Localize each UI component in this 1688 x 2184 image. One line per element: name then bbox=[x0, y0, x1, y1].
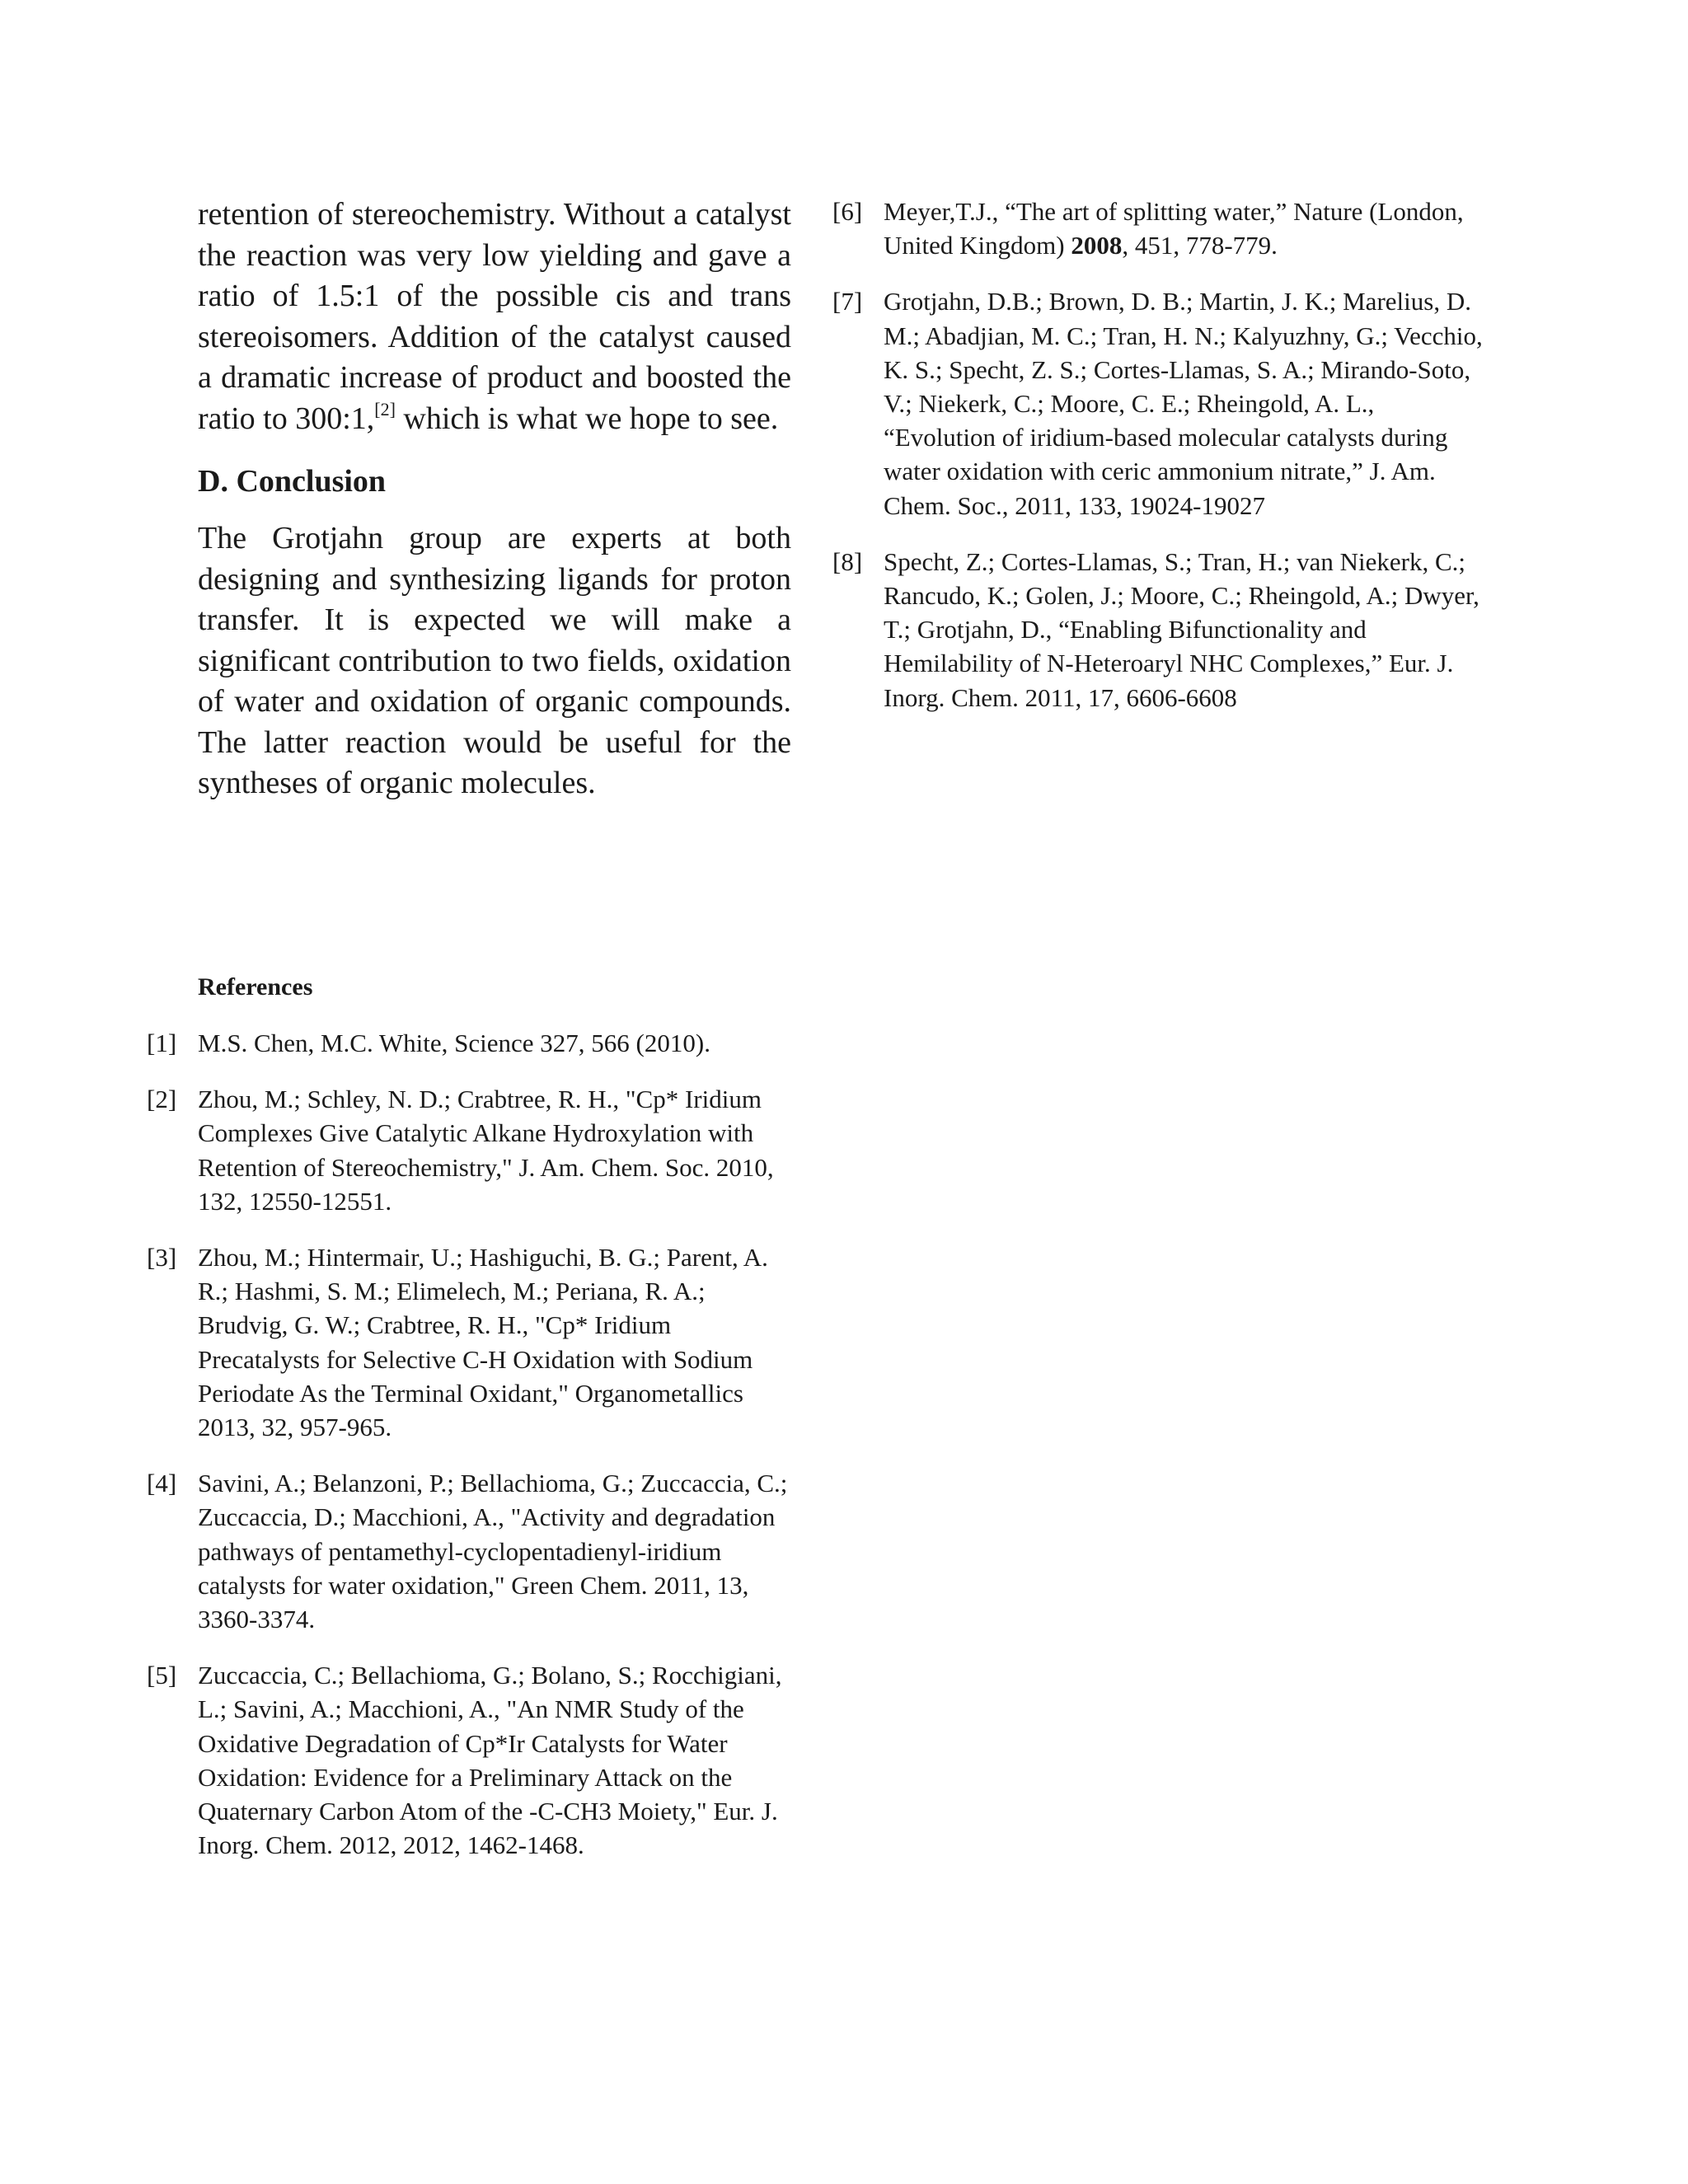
citation-superscript: [2] bbox=[374, 398, 396, 419]
reference-text: Zhou, M.; Schley, N. D.; Crabtree, R. H., "Cp* Iridium Complexes Give Catalytic Alkane Hydroxylation with Retention of Stereochemistry," J. Am. Chem. Soc. 2010, 132, 12550-12551. bbox=[198, 1085, 774, 1216]
reference-number: [1] bbox=[147, 1029, 177, 1057]
reference-number: [3] bbox=[147, 1243, 177, 1272]
left-column bbox=[198, 194, 791, 804]
reference-text bbox=[884, 194, 1484, 262]
reference-item bbox=[832, 194, 1484, 262]
reference-text: Grotjahn, D.B.; Brown, D. B.; Martin, J. K.; Marelius, D. M.; Abadjian, M. C.; Tran, H. N.; Kalyuzhny, G.; Vecchio, K. S.; Specht, Z. S.; Cortes-Llamas, S. A.; Mirando-Soto, V.; Niekerk, C.; Moore, C. E.; Rheingold, A. L., “Evolution of iridium-based molecular catalysts during water oxidation with ceric ammonium nitrate,” J. Am. Chem. Soc., 2011, 133, 19024-19027 bbox=[884, 287, 1483, 520]
reference-text-part: Meyer,T.J., “The art of splitting water,” Nature (London, United Kingdom) bbox=[884, 197, 1464, 260]
reference-number: [4] bbox=[147, 1469, 177, 1498]
reference-number: [6] bbox=[832, 197, 863, 226]
reference-list-left bbox=[147, 1026, 790, 1884]
conclusion-heading: D. Conclusion bbox=[198, 464, 387, 499]
references-title: References bbox=[198, 973, 313, 1001]
reference-number: [8] bbox=[832, 546, 863, 576]
results-paragraph bbox=[198, 194, 791, 439]
reference-item bbox=[832, 284, 1484, 522]
conclusion-paragraph: The Grotjahn group are experts at both designing and synthesizing ligands for proton transfer. It is expected we will make a significant contribution to two fields, oxidation of water and oxidation of organic compounds. The latter reaction would be useful for the syntheses of organic molecules. bbox=[198, 521, 791, 800]
reference-item bbox=[147, 1026, 790, 1060]
reference-list-right bbox=[832, 194, 1484, 737]
reference-number: [2] bbox=[147, 1085, 177, 1114]
reference-year-bold: 2008 bbox=[1071, 231, 1123, 260]
reference-item bbox=[147, 1082, 790, 1218]
reference-text: Zhou, M.; Hintermair, U.; Hashiguchi, B. G.; Parent, A. R.; Hashmi, S. M.; Elimelech, M.; Periana, R. A.; Brudvig, G. W.; Crabtree, R. H., "Cp* Iridium Precatalysts for Selective C-H Oxidation with Sodium Periodate As the Terminal Oxidant," Organometallics 2013, 32, 957-965. bbox=[198, 1243, 768, 1442]
reference-number: [7] bbox=[832, 287, 863, 316]
reference-text-part: , 451, 778-779. bbox=[1122, 231, 1278, 260]
reference-item bbox=[147, 1240, 790, 1444]
results-text: retention of stereochemistry. Without a catalyst the reaction was very low yielding and gave a ratio of 1.5:1 of the possible cis and trans stereoisomers. Addition of the catalyst caused a dramatic increase of product and boosted the ratio to 300:1, bbox=[198, 197, 791, 436]
results-text-end: which is what we hope to see. bbox=[395, 401, 779, 436]
reference-item bbox=[832, 545, 1484, 715]
reference-number: [5] bbox=[147, 1661, 177, 1690]
reference-item bbox=[147, 1466, 790, 1636]
reference-text: Savini, A.; Belanzoni, P.; Bellachioma, G.; Zuccaccia, C.; Zuccaccia, D.; Macchioni, A., "Activity and degradation pathways of pentamethyl-cyclopentadienyl-iridium catalysts for water oxidation," Green Chem. 2011, 13, 3360-3374. bbox=[198, 1469, 788, 1634]
reference-text: M.S. Chen, M.C. White, Science 327, 566 (2010). bbox=[198, 1029, 710, 1057]
reference-item bbox=[147, 1658, 790, 1862]
reference-text: Specht, Z.; Cortes-Llamas, S.; Tran, H.; van Niekerk, C.; Rancudo, K.; Golen, J.; Moore, C.; Rheingold, A.; Dwyer, T.; Grotjahn, D., “Enabling Bifunctionality and Hemilability of N-Heteroaryl NHC Complexes,” Eur. J. Inorg. Chem. 2011, 17, 6606-6608 bbox=[884, 546, 1479, 712]
reference-text: Zuccaccia, C.; Bellachioma, G.; Bolano, S.; Rocchigiani, L.; Savini, A.; Macchioni, A., "An NMR Study of the Oxidative Degradation of Cp*Ir Catalysts for Water Oxidation: Evidence for a Preliminary Attack on the Quaternary Carbon Atom of the -C-CH3 Moiety," Eur. J. Inorg. Chem. 2012, 2012, 1462-1468. bbox=[198, 1661, 782, 1860]
